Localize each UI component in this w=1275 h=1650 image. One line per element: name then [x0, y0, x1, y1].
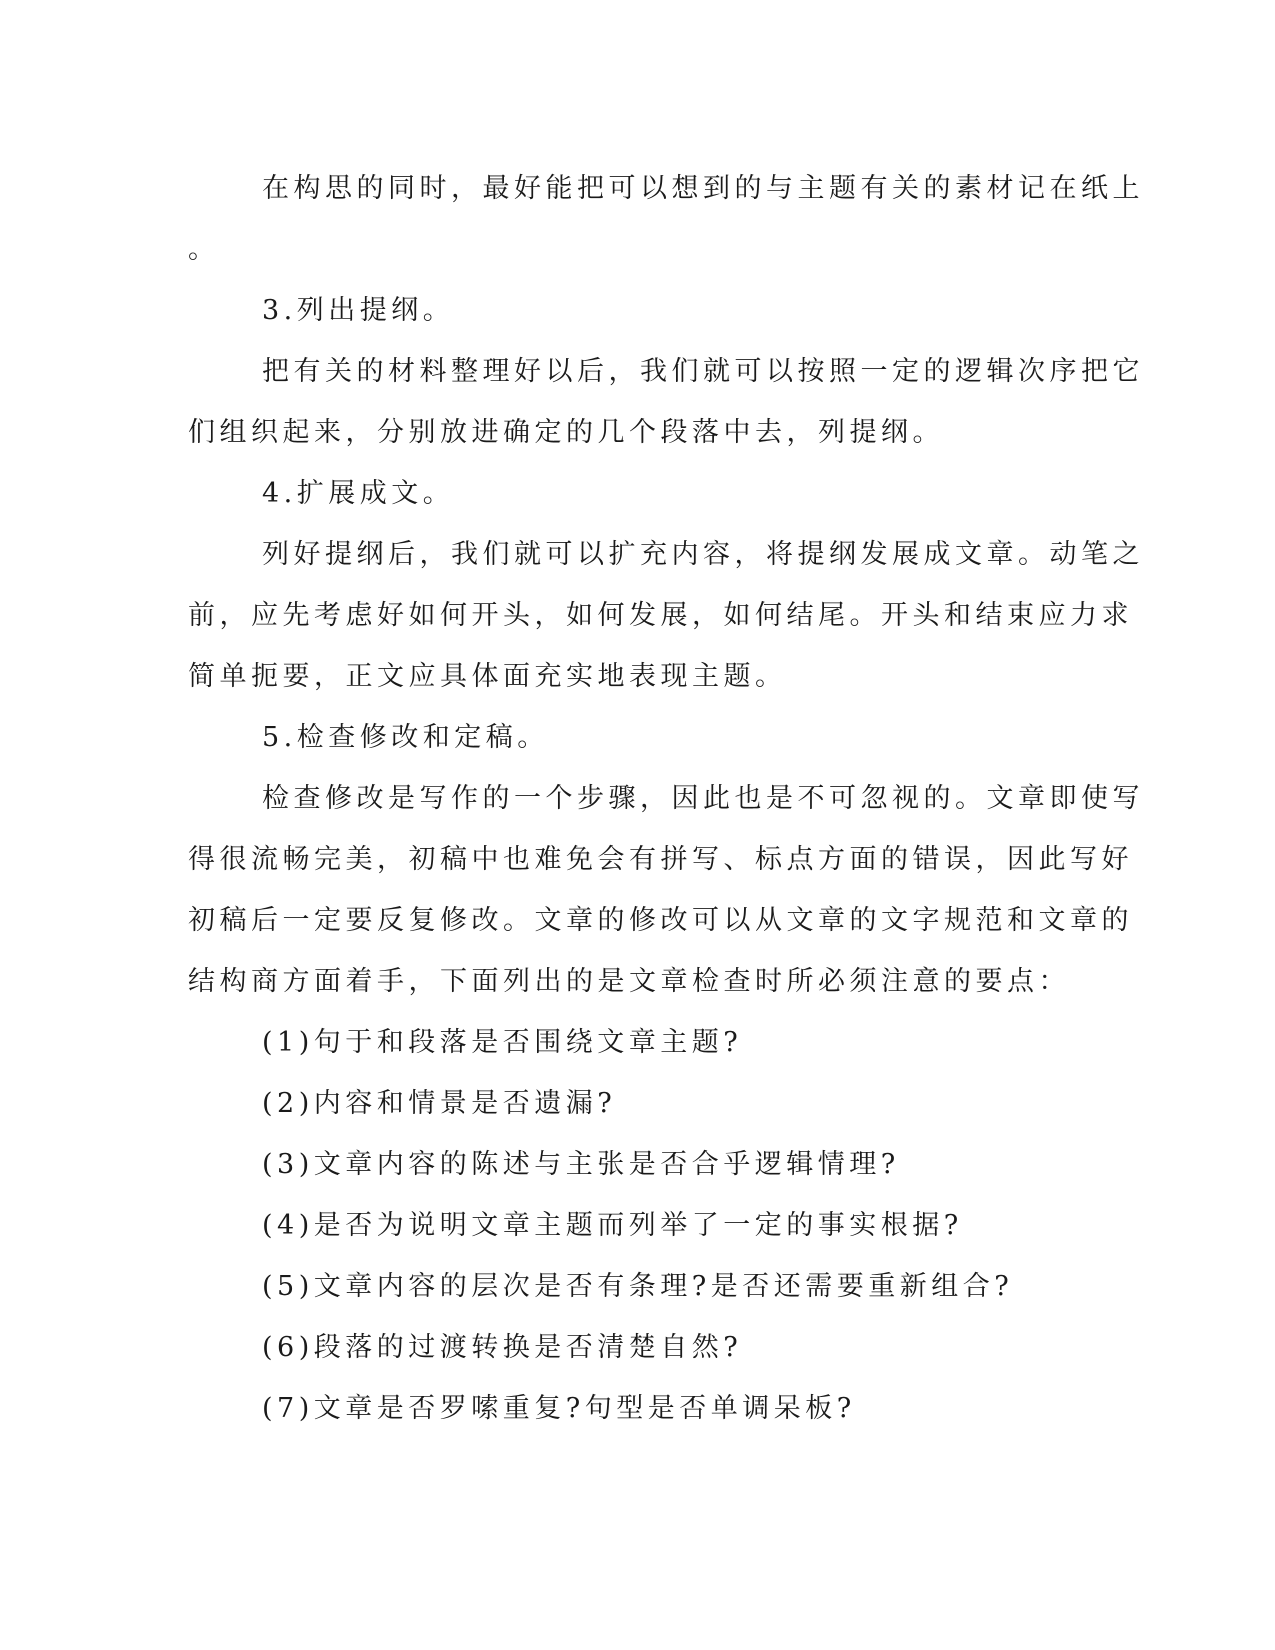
checklist-item: (2)内容和情景是否遗漏? [262, 1088, 617, 1119]
checklist-item: (1)句于和段落是否围绕文章主题? [262, 1027, 743, 1058]
paragraph-line: 检查修改是写作的一个步骤，因此也是不可忽视的。文章即使写 [262, 783, 1144, 814]
checklist-item: (6)段落的过渡转换是否清楚自然? [262, 1332, 743, 1363]
checklist-item: (4)是否为说明文章主题而列举了一定的事实根据? [262, 1210, 963, 1241]
paragraph-line: 在构思的同时，最好能把可以想到的与主题有关的素材记在纸上 [262, 173, 1144, 204]
checklist-item: (5)文章内容的层次是否有条理?是否还需要重新组合? [262, 1271, 1014, 1302]
body-text [188, 158, 1144, 1439]
section-heading: 3.列出提纲。 [262, 295, 455, 326]
paragraph-line: 们组织起来，分别放进确定的几个段落中去，列提纲。 [188, 417, 944, 448]
paragraph-line: 前，应先考虑好如何开头，如何发展，如何结尾。开头和结束应力求 [188, 600, 1133, 631]
paragraph-line: 结构商方面着手，下面列出的是文章检查时所必须注意的要点： [188, 966, 1070, 997]
paragraph-line: 简单扼要，正文应具体面充实地表现主题。 [188, 661, 787, 692]
checklist-item: (3)文章内容的陈述与主张是否合乎逻辑情理? [262, 1149, 900, 1180]
section-heading: 5.检查修改和定稿。 [262, 722, 549, 753]
section-heading: 4.扩展成文。 [262, 478, 455, 509]
paragraph-line: 。 [188, 234, 220, 265]
paragraph-line: 得很流畅完美，初稿中也难免会有拼写、标点方面的错误，因此写好 [188, 844, 1133, 875]
paragraph-line: 初稿后一定要反复修改。文章的修改可以从文章的文字规范和文章的 [188, 905, 1133, 936]
paragraph-line: 列好提纲后，我们就可以扩充内容，将提纲发展成文章。动笔之 [262, 539, 1144, 570]
paragraph-line: 把有关的材料整理好以后，我们就可以按照一定的逻辑次序把它 [262, 356, 1144, 387]
checklist-item: (7)文章是否罗嗦重复?句型是否单调呆板? [262, 1393, 856, 1424]
